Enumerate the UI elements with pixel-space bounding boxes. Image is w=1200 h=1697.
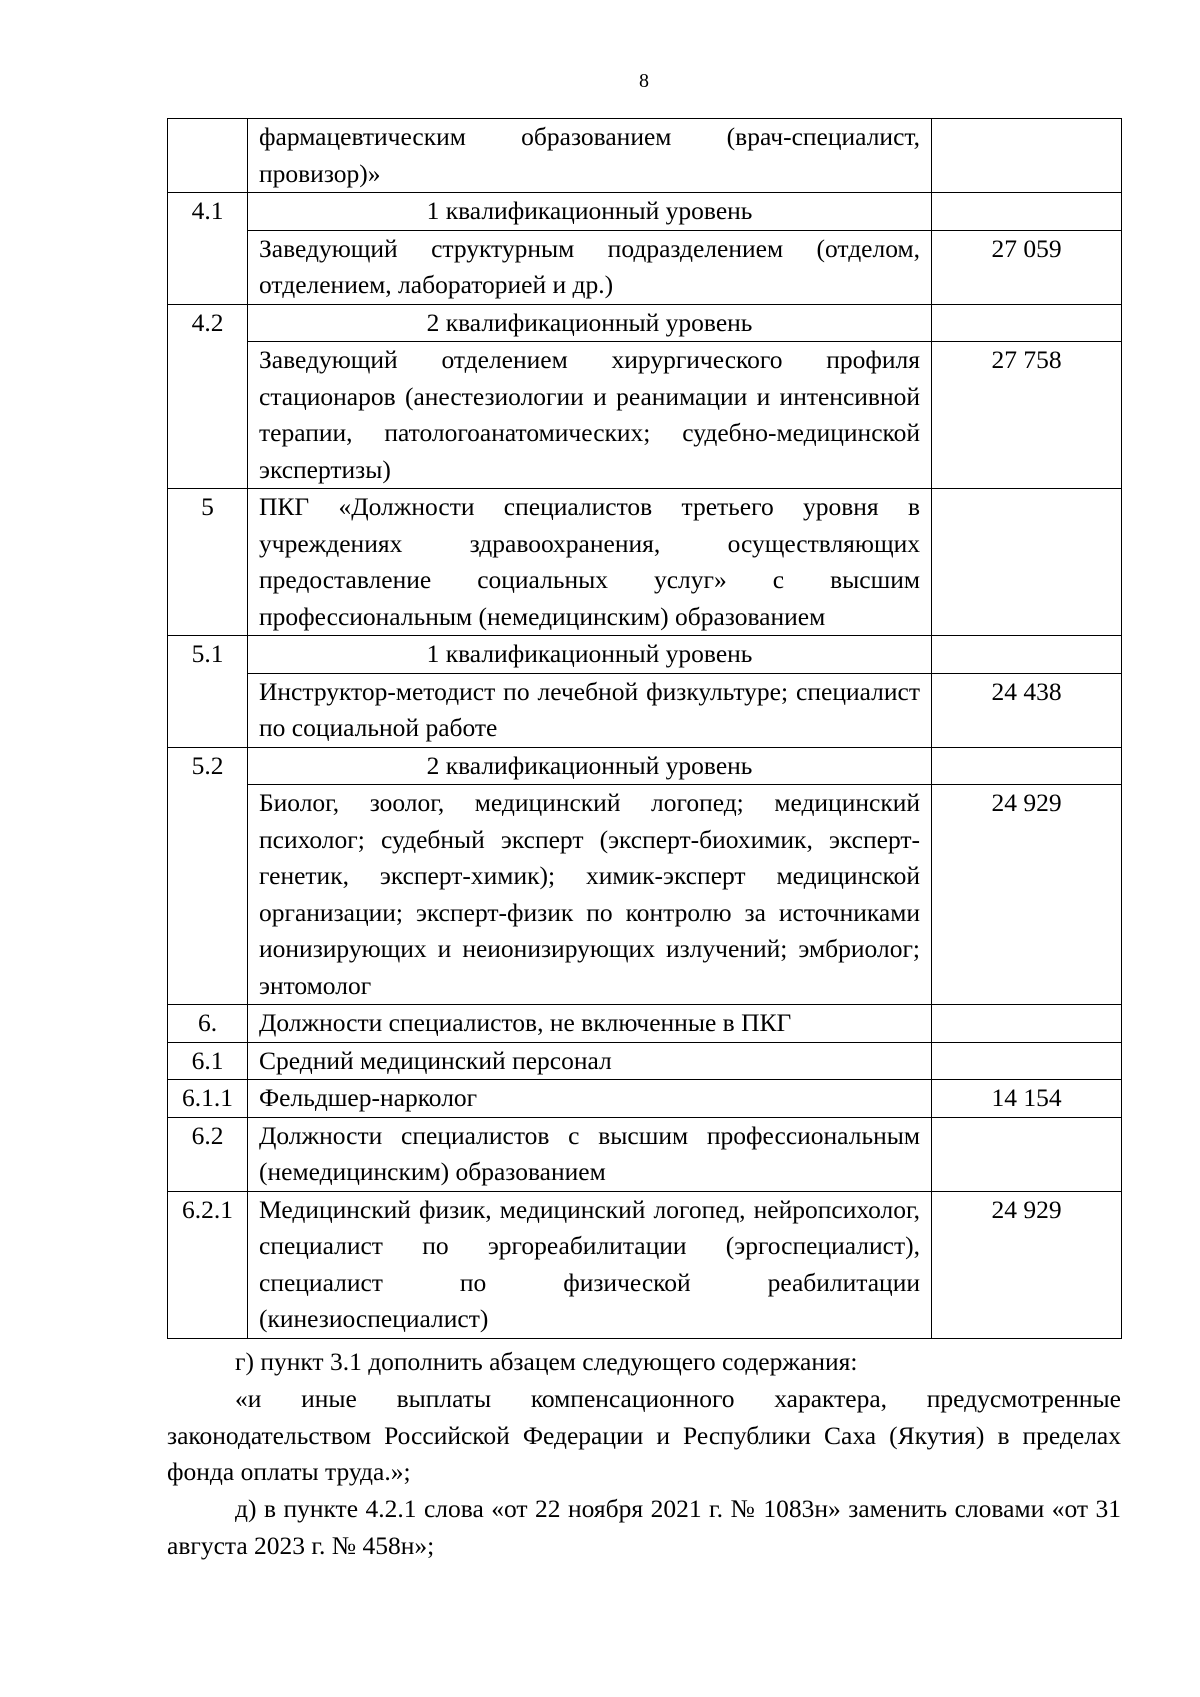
- row-salary: 24 438: [932, 673, 1122, 747]
- table-row: [168, 1191, 1122, 1338]
- table-row: [168, 489, 1122, 636]
- table-row: [168, 1005, 1122, 1043]
- row-number: 6.: [168, 1005, 248, 1043]
- table-row: [168, 342, 1122, 489]
- row-number: 6.1: [168, 1042, 248, 1080]
- table-row: [168, 747, 1122, 785]
- row-name: Должности специалистов с высшим профессиональным (немедицинским) образованием: [248, 1117, 932, 1191]
- row-name: фармацевтическим образованием (врач-специалист, провизор)»: [248, 119, 932, 193]
- row-number: 4.1: [168, 193, 248, 305]
- table-row: [168, 785, 1122, 1005]
- salary-table: [167, 118, 1122, 1339]
- row-name: 1 квалификационный уровень: [248, 636, 932, 674]
- paragraph-quote: [167, 1381, 1121, 1491]
- row-name: Фельдшер-нарколог: [248, 1080, 932, 1118]
- row-number: [168, 119, 248, 193]
- table-row: [168, 230, 1122, 304]
- row-number: 5: [168, 489, 248, 636]
- row-salary: 24 929: [932, 1191, 1122, 1338]
- row-number: 5.2: [168, 747, 248, 1005]
- table-row: [168, 193, 1122, 231]
- row-number: 4.2: [168, 304, 248, 489]
- table-row: [168, 1080, 1122, 1118]
- row-name: ПКГ «Должности специалистов третьего уровня в учреждениях здравоохранения, осуществляющих предоставление социальных услуг» с высшим профессиональным (немедицинским) образованием: [248, 489, 932, 636]
- row-salary: [932, 1005, 1122, 1043]
- row-salary: [932, 193, 1122, 231]
- row-name: Должности специалистов, не включенные в ПКГ: [248, 1005, 932, 1043]
- row-salary: [932, 489, 1122, 636]
- row-name: Заведующий отделением хирургического профиля стационаров (анестезиологии и реанимации и интенсивной терапии, патологоанатомических; судебно-медицинской экспертизы): [248, 342, 932, 489]
- row-name: 1 квалификационный уровень: [248, 193, 932, 231]
- row-name: 2 квалификационный уровень: [248, 747, 932, 785]
- row-salary: [932, 1042, 1122, 1080]
- table-row: [168, 1117, 1122, 1191]
- row-name: Медицинский физик, медицинский логопед, нейропсихолог, специалист по эргореабилитации (эргоспециалист), специалист по физической реабилитации (кинезиоспециалист): [248, 1191, 932, 1338]
- row-salary: [932, 119, 1122, 193]
- table-row: [168, 304, 1122, 342]
- row-number: 5.1: [168, 636, 248, 748]
- paragraph-text: г) пункт 3.1 дополнить абзацем следующего содержания:: [235, 1347, 858, 1376]
- row-salary: [932, 747, 1122, 785]
- table-row: [168, 673, 1122, 747]
- row-salary: [932, 1117, 1122, 1191]
- row-salary: [932, 304, 1122, 342]
- row-number: 6.1.1: [168, 1080, 248, 1118]
- paragraph-text: «и иные выплаты компенсационного характера, предусмотренные законодательством Российской Федерации и Республики Саха (Якутия) в пределах фонда оплаты труда.»;: [167, 1384, 1121, 1486]
- row-name: Инструктор-методист по лечебной физкультуре; специалист по социальной работе: [248, 673, 932, 747]
- row-number: 6.2.1: [168, 1191, 248, 1338]
- table-row: [168, 1042, 1122, 1080]
- paragraph-amendment-g: [167, 1344, 1121, 1381]
- row-salary: 24 929: [932, 785, 1122, 1005]
- paragraph-amendment-d: [167, 1491, 1121, 1564]
- row-name: Средний медицинский персонал: [248, 1042, 932, 1080]
- row-name: 2 квалификационный уровень: [248, 304, 932, 342]
- row-name: Заведующий структурным подразделением (отделом, отделением, лабораторией и др.): [248, 230, 932, 304]
- row-number: 6.2: [168, 1117, 248, 1191]
- row-salary: [932, 636, 1122, 674]
- paragraph-text: д) в пункте 4.2.1 слова «от 22 ноября 2021 г. № 1083н» заменить словами «от 31 августа 2023 г. № 458н»;: [167, 1494, 1121, 1560]
- row-salary: 27 059: [932, 230, 1122, 304]
- row-name: Биолог, зоолог, медицинский логопед; медицинский психолог; судебный эксперт (эксперт-биохимик, эксперт-генетик, эксперт-химик); химик-эксперт медицинской организации; эксперт-физик по контролю за источниками ионизирующих и неионизирующих излучений; эмбриолог; энтомолог: [248, 785, 932, 1005]
- page-number: 8: [639, 70, 649, 92]
- row-salary: 27 758: [932, 342, 1122, 489]
- table-row: [168, 636, 1122, 674]
- table-row: [168, 119, 1122, 193]
- row-salary: 14 154: [932, 1080, 1122, 1118]
